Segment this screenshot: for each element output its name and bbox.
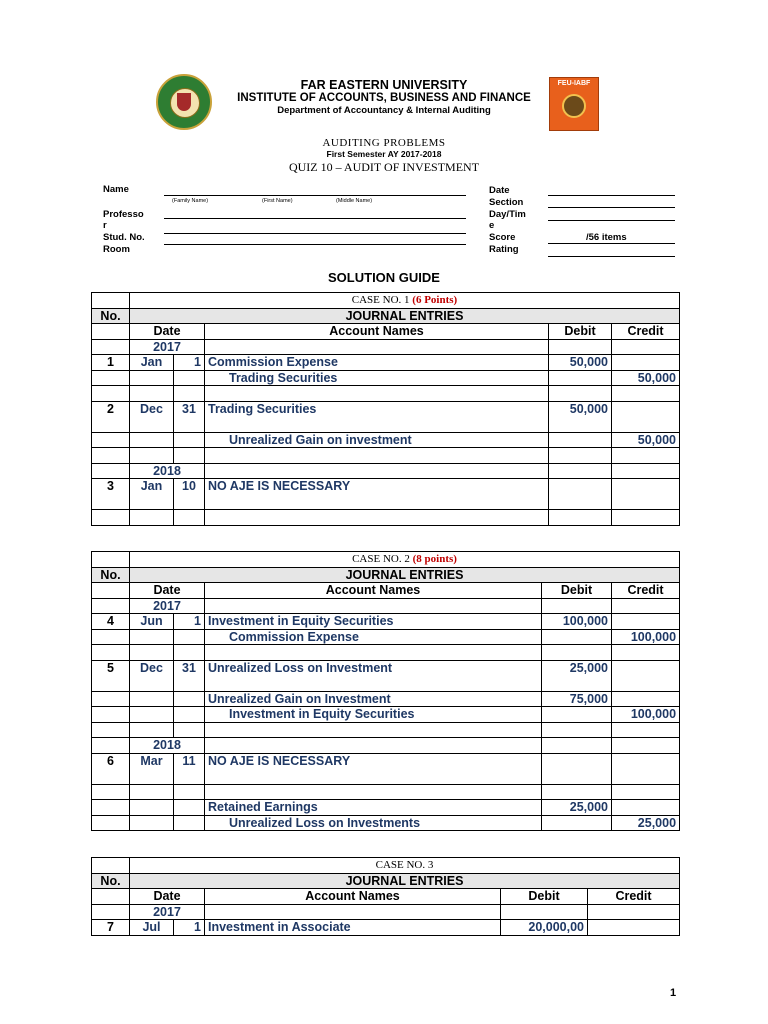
daytime-line[interactable] bbox=[548, 220, 675, 221]
col-date-header: Date bbox=[130, 583, 205, 599]
entry-month: Dec bbox=[130, 660, 174, 691]
entry-month: Dec bbox=[130, 401, 174, 432]
table-row bbox=[92, 660, 680, 691]
year-cell: 2017 bbox=[130, 904, 205, 920]
col-debit-header: Debit bbox=[549, 324, 612, 340]
quiz-title: QUIZ 10 – AUDIT OF INVESTMENT bbox=[288, 160, 480, 174]
professor-line[interactable] bbox=[164, 218, 466, 219]
entry-account: Commission Expense bbox=[205, 355, 549, 371]
rating-label: Rating bbox=[489, 244, 519, 255]
room-line[interactable] bbox=[164, 244, 466, 245]
col-debit-header: Debit bbox=[501, 889, 588, 905]
col-account-header: Account Names bbox=[205, 583, 542, 599]
semester-title: First Semester AY 2017-2018 bbox=[326, 149, 442, 159]
entry-no: 1 bbox=[92, 355, 130, 371]
entry-credit: 25,000 bbox=[612, 815, 680, 831]
entry-day: 1 bbox=[174, 355, 205, 371]
department-name: Department of Accountancy & Internal Auditing bbox=[277, 105, 491, 116]
entry-month: Jul bbox=[130, 920, 174, 936]
entry-day: 31 bbox=[174, 660, 205, 691]
score-label: Score bbox=[489, 232, 516, 243]
entry-day: 1 bbox=[174, 614, 205, 630]
col-no-header: No. bbox=[92, 567, 130, 583]
stud-no-line[interactable] bbox=[164, 233, 466, 234]
journal-entries-header: JOURNAL ENTRIES bbox=[130, 873, 680, 889]
entry-month: Jan bbox=[130, 479, 174, 510]
col-debit-header: Debit bbox=[542, 583, 612, 599]
entry-debit: 50,000 bbox=[549, 401, 612, 432]
case-title: CASE NO. 2 bbox=[352, 553, 410, 565]
table-row bbox=[92, 707, 680, 723]
entry-no: 4 bbox=[92, 614, 130, 630]
middle-name-hint: (Middle Name) bbox=[336, 198, 373, 204]
col-no-header: No. bbox=[92, 873, 130, 889]
entry-no: 5 bbox=[92, 660, 130, 691]
table-row bbox=[92, 753, 680, 784]
university-name: FAR EASTERN UNIVERSITY bbox=[300, 78, 468, 92]
room-label: Room bbox=[103, 244, 130, 255]
entry-account: Trading Securities bbox=[205, 370, 549, 386]
entry-day: 1 bbox=[174, 920, 205, 936]
first-name-hint: (First Name) bbox=[262, 198, 293, 204]
page-number: 1 bbox=[670, 987, 677, 999]
entry-no: 6 bbox=[92, 753, 130, 784]
entry-no: 2 bbox=[92, 401, 130, 432]
entry-debit: 25,000 bbox=[542, 800, 612, 816]
daytime-label-cont: e bbox=[489, 220, 495, 231]
year-cell: 2017 bbox=[130, 339, 205, 355]
professor-label: Professo bbox=[103, 209, 144, 220]
stud-no-label: Stud. No. bbox=[103, 232, 145, 243]
case-1-table bbox=[91, 292, 680, 526]
subject-title: AUDITING PROBLEMS bbox=[322, 137, 446, 149]
name-line[interactable] bbox=[164, 195, 466, 196]
entry-account: Retained Earnings bbox=[205, 800, 542, 816]
entry-month: Mar bbox=[130, 753, 174, 784]
table-row bbox=[92, 629, 680, 645]
entry-debit: 50,000 bbox=[549, 355, 612, 371]
institute-name: INSTITUTE OF ACCOUNTS, BUSINESS AND FINANCE bbox=[237, 92, 531, 104]
entry-debit: 20,000,00 bbox=[501, 920, 588, 936]
entry-month: Jan bbox=[130, 355, 174, 371]
score-value: /56 items bbox=[586, 232, 627, 243]
table-row bbox=[92, 401, 680, 432]
table-row bbox=[92, 355, 680, 371]
table-row bbox=[92, 920, 680, 936]
entry-credit: 100,000 bbox=[612, 629, 680, 645]
col-account-header: Account Names bbox=[205, 889, 501, 905]
entry-no: 3 bbox=[92, 479, 130, 510]
journal-entries-header: JOURNAL ENTRIES bbox=[130, 567, 680, 583]
case-title: CASE NO. 3 bbox=[375, 859, 434, 871]
entry-account: Trading Securities bbox=[205, 401, 549, 432]
case-3-table bbox=[91, 857, 680, 936]
case-points: (6 Points) bbox=[412, 294, 458, 306]
entry-debit: 100,000 bbox=[542, 614, 612, 630]
journal-entries-header: JOURNAL ENTRIES bbox=[130, 308, 680, 324]
case-header-row bbox=[92, 293, 680, 309]
case-2-table bbox=[91, 551, 680, 831]
entry-day: 11 bbox=[174, 753, 205, 784]
entry-credit bbox=[612, 355, 680, 371]
col-credit-header: Credit bbox=[612, 583, 680, 599]
entry-account: NO AJE IS NECESSARY bbox=[205, 753, 542, 784]
family-name-hint: (Family Name) bbox=[172, 198, 209, 204]
entry-month: Jun bbox=[130, 614, 174, 630]
year-cell: 2017 bbox=[130, 598, 205, 614]
entry-account: Unrealized Gain on investment bbox=[205, 432, 549, 448]
year-cell: 2018 bbox=[130, 738, 205, 754]
table-row bbox=[92, 815, 680, 831]
daytime-label: Day/Tim bbox=[489, 209, 526, 220]
col-date-header: Date bbox=[130, 324, 205, 340]
score-line[interactable] bbox=[548, 243, 675, 244]
entry-credit: 50,000 bbox=[612, 370, 680, 386]
table-row bbox=[92, 691, 680, 707]
col-account-header: Account Names bbox=[205, 324, 549, 340]
rating-line[interactable] bbox=[548, 256, 675, 257]
entry-no: 7 bbox=[92, 920, 130, 936]
entry-account: Unrealized Loss on Investment bbox=[205, 660, 542, 691]
col-credit-header: Credit bbox=[612, 324, 680, 340]
table-row bbox=[92, 432, 680, 448]
entry-credit: 100,000 bbox=[612, 707, 680, 723]
entry-account: Investment in Equity Securities bbox=[205, 707, 542, 723]
professor-label-cont: r bbox=[103, 220, 107, 231]
case-points: (8 points) bbox=[412, 553, 457, 565]
entry-credit: 50,000 bbox=[612, 432, 680, 448]
entry-day: 31 bbox=[174, 401, 205, 432]
name-label: Name bbox=[103, 184, 129, 195]
section-label: Section bbox=[489, 197, 524, 208]
entry-account: Commission Expense bbox=[205, 629, 542, 645]
entry-debit: 75,000 bbox=[542, 691, 612, 707]
date-line[interactable] bbox=[548, 195, 675, 196]
col-date-header: Date bbox=[130, 889, 205, 905]
date-label: Date bbox=[489, 185, 510, 196]
entry-account: Unrealized Loss on Investments bbox=[205, 815, 542, 831]
entry-account: NO AJE IS NECESSARY bbox=[205, 479, 549, 510]
entry-account: Investment in Associate bbox=[205, 920, 501, 936]
entry-day: 10 bbox=[174, 479, 205, 510]
entry-account: Investment in Equity Securities bbox=[205, 614, 542, 630]
col-no-header: No. bbox=[92, 308, 130, 324]
year-cell: 2018 bbox=[130, 463, 205, 479]
table-row bbox=[92, 800, 680, 816]
table-row bbox=[92, 614, 680, 630]
solution-guide-title: SOLUTION GUIDE bbox=[328, 270, 440, 285]
section-line[interactable] bbox=[548, 207, 675, 208]
table-row bbox=[92, 479, 680, 510]
feu-iabf-logo: FEU-IABF bbox=[549, 77, 599, 131]
entry-account: Unrealized Gain on Investment bbox=[205, 691, 542, 707]
table-row bbox=[92, 370, 680, 386]
entry-debit: 25,000 bbox=[542, 660, 612, 691]
case-title: CASE NO. 1 bbox=[351, 294, 410, 306]
col-credit-header: Credit bbox=[588, 889, 680, 905]
